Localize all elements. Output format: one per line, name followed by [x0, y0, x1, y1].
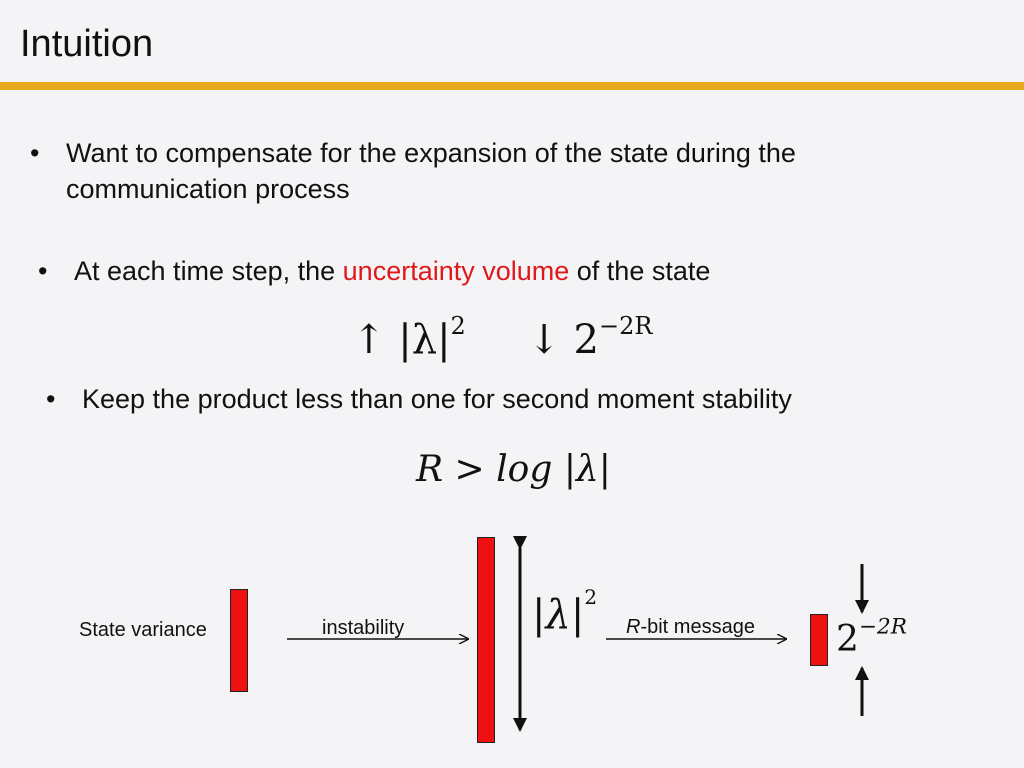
lambda-exponent: 2 [450, 311, 466, 340]
rate-exponent: −2R [858, 614, 907, 640]
message-rate-variable: R [626, 616, 641, 638]
lambda-magnitude: |λ| [532, 592, 585, 638]
down-arrow-icon: ↓ [527, 317, 561, 363]
two-base: 2 [573, 317, 599, 363]
instability-label: instability [322, 617, 405, 639]
slide-title: Intuition [20, 23, 154, 65]
bullet-text-after: of the state [569, 256, 711, 286]
two-base: 2 [836, 619, 859, 660]
bullet-marker: • [30, 138, 40, 168]
lambda-magnitude: |λ| [398, 317, 451, 363]
message-label-text: -bit message [640, 616, 755, 638]
bullet-text: Want to compensate for the expansion of the state during the communication process [66, 138, 796, 204]
up-arrow-icon: ↑ [352, 317, 386, 363]
rate-condition-equation: R > log |λ| [416, 449, 611, 490]
state-variance-label: State variance [79, 619, 207, 641]
highlight-uncertainty-volume: uncertainty volume [342, 256, 570, 286]
bullet-marker: • [38, 256, 48, 286]
bullet-text-before: At each time step, the [74, 256, 343, 286]
rate-exponent: −2R [598, 311, 653, 340]
lambda-exponent: 2 [584, 585, 598, 609]
bullet-marker: • [46, 384, 56, 414]
bullet-text: Keep the product less than one for second moment stability [82, 384, 792, 414]
